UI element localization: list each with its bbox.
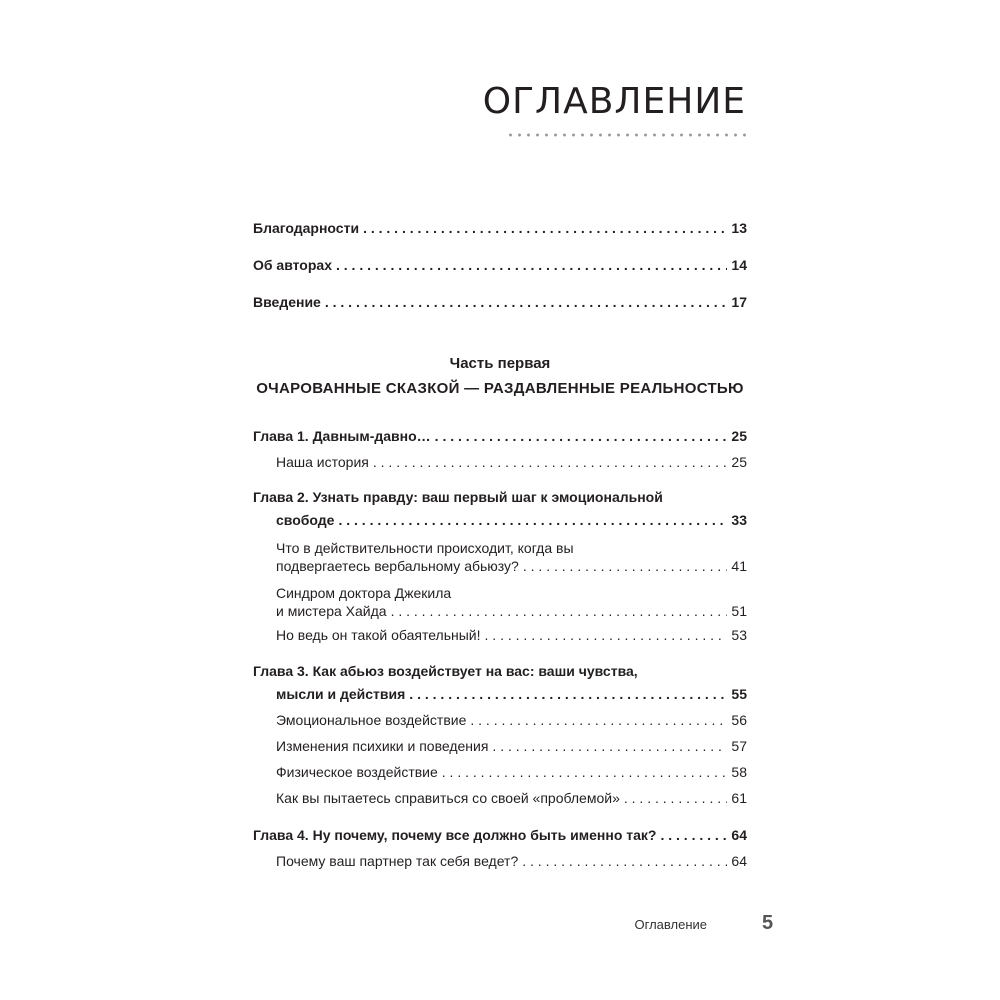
dot-leader xyxy=(492,735,727,758)
dot-leader xyxy=(338,509,727,532)
toc-page-number: 64 xyxy=(731,827,747,843)
toc-page-number: 51 xyxy=(731,603,747,619)
section-title: Эмоциональное воздействие xyxy=(276,712,467,728)
toc-chapter-4[interactable] xyxy=(253,824,747,847)
toc-entry-introduction[interactable] xyxy=(253,291,747,314)
section-title: Изменения психики и поведения xyxy=(276,738,489,754)
toc-page-number: 41 xyxy=(731,558,747,574)
chapter-title-line[interactable]: Глава 3. Как абьюз воздействует на вас: ваши чувства, xyxy=(253,663,638,679)
dot-leader xyxy=(660,824,727,847)
toc-entry-acknowledgements[interactable] xyxy=(253,217,747,240)
dot-leader xyxy=(470,709,727,732)
chapter-title: Глава 1. Давным-давно… xyxy=(253,428,431,444)
toc-page-number: 33 xyxy=(731,512,747,528)
toc-section[interactable] xyxy=(276,787,747,810)
toc-chapter-2[interactable] xyxy=(276,509,747,532)
toc-page-number: 64 xyxy=(731,853,747,869)
toc-page-number: 25 xyxy=(731,428,747,444)
section-title: Почему ваш партнер так себя ведет? xyxy=(276,853,519,869)
dot-leader xyxy=(624,787,728,810)
toc-page-number: 57 xyxy=(731,738,747,754)
chapter-title: свободе xyxy=(276,512,335,528)
toc-page-number: 17 xyxy=(731,294,747,310)
toc-entry-label: Введение xyxy=(253,294,321,310)
dot-leader xyxy=(325,291,728,314)
toc-section[interactable] xyxy=(276,624,747,647)
toc-section[interactable] xyxy=(276,709,747,732)
toc-section[interactable] xyxy=(276,600,747,623)
toc-entry-about-authors[interactable] xyxy=(253,254,747,277)
toc-page-number: 25 xyxy=(731,454,747,470)
dot-leader xyxy=(336,254,727,277)
chapter-title: Глава 4. Ну почему, почему все должно быть именно так? xyxy=(253,827,657,843)
toc-entry-label: Благодарности xyxy=(253,220,360,236)
dot-leader xyxy=(523,555,728,578)
dot-leader xyxy=(442,761,728,784)
section-title-line[interactable]: Что в действительности происходит, когда вы xyxy=(276,540,574,556)
toc-section[interactable] xyxy=(276,451,747,474)
toc-section[interactable] xyxy=(276,555,747,578)
section-title: Наша история xyxy=(276,454,369,470)
dot-leader xyxy=(409,683,727,706)
section-title: Физическое воздействие xyxy=(276,764,438,780)
toc-chapter-1[interactable] xyxy=(253,425,747,448)
toc-section[interactable] xyxy=(276,850,747,873)
chapter-title-line[interactable]: Глава 2. Узнать правду: ваш первый шаг к эмоциональной xyxy=(253,489,663,505)
section-title-line[interactable]: Синдром доктора Джекила xyxy=(276,585,452,601)
page-title: ОГЛАВЛЕНИЕ xyxy=(482,81,746,122)
dot-leader xyxy=(391,600,728,623)
running-footer-label: Оглавление xyxy=(634,917,707,932)
part-title: ОЧАРОВАННЫЕ СКАЗКОЙ — РАЗДАВЛЕННЫЕ РЕАЛЬНОСТЬЮ xyxy=(256,380,744,397)
section-title: подвергаетесь вербальному абьюзу? xyxy=(276,558,519,574)
toc-page-number: 53 xyxy=(731,627,747,643)
part-label: Часть первая xyxy=(449,355,551,372)
toc-page-number: 56 xyxy=(731,712,747,728)
toc-page-number: 61 xyxy=(731,790,747,806)
page-number: 5 xyxy=(762,912,774,934)
toc-entry-label: Об авторах xyxy=(253,257,332,273)
dot-leader xyxy=(522,850,727,873)
toc-page-number: 58 xyxy=(731,764,747,780)
toc-page-number: 14 xyxy=(731,257,747,273)
title-dotted-underline xyxy=(506,132,748,138)
section-title: Как вы пытаетесь справиться со своей «проблемой» xyxy=(276,790,620,806)
toc-section[interactable] xyxy=(276,735,747,758)
dot-leader xyxy=(373,451,728,474)
toc-page-number: 55 xyxy=(731,686,747,702)
chapter-title: мысли и действия xyxy=(276,686,406,702)
dot-leader xyxy=(485,624,728,647)
section-title: и мистера Хайда xyxy=(276,603,387,619)
toc-page-number: 13 xyxy=(731,220,747,236)
dot-leader xyxy=(363,217,727,240)
toc-chapter-3[interactable] xyxy=(276,683,747,706)
dot-leader xyxy=(435,425,728,448)
toc-section[interactable] xyxy=(276,761,747,784)
section-title: Но ведь он такой обаятельный! xyxy=(276,627,481,643)
